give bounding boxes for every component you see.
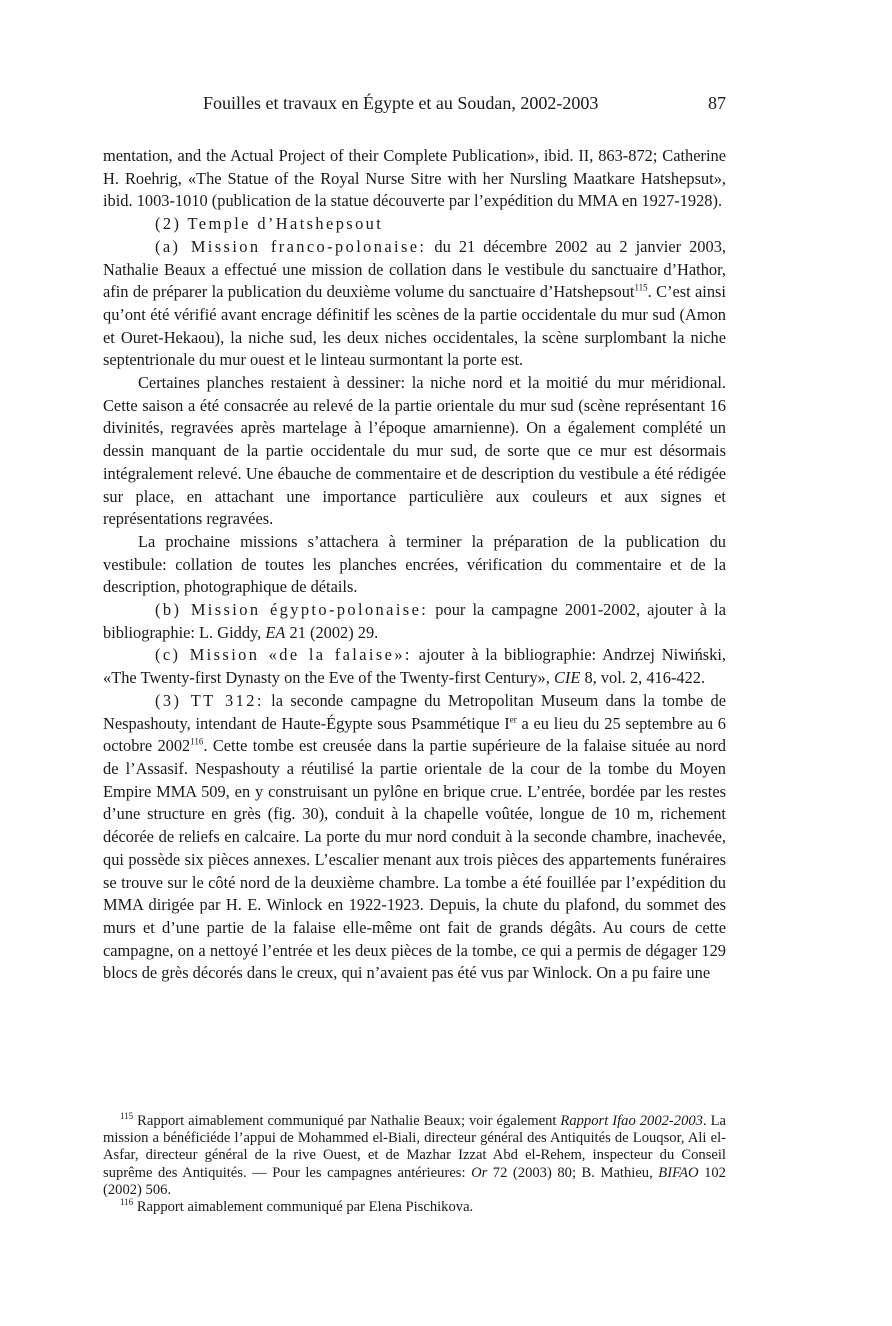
paragraph-planches: Certaines planches restaient à dessiner: la niche nord et la moitié du mur méridional. Cette saison a été consacrée au relevé de la partie orientale du mur sud (scène représentant 16 divinités, regravées après martelage à l’époque amarnienne). On a également complété un dessin manquant de la partie occidentale du mur sud, de sorte que ce mur est désormais intégralement relevé. Une ébauche de commentaire et de description du vestibule a été rédigée sur place, en attachant une importance particulière aux couleurs et aux signes et représentations regravées. bbox=[103, 373, 726, 529]
section-heading-text: (2) Temple d’Hatshepsout bbox=[155, 214, 384, 234]
footnote-text: Rapport aimablement communiqué par Elena Pischikova. bbox=[133, 1199, 474, 1216]
footnote-ref-115: 115 bbox=[634, 282, 648, 293]
subsection-label: (a) Mission franco-polonaise: bbox=[155, 236, 427, 256]
footnote-text: . La mission a bénéficiéde l’appui de Mohammed el-Biali, directeur général des Antiquités de Louqsor, Ali el-Asfar, directeur général de la rive Ouest, et de Mazhar Izzat Abd el-Rehem, inspecteur du Conseil suprême des Antiquités. — Pour les campagnes antérieures: bbox=[103, 1113, 726, 1181]
paragraph-text: 21 (2002) 29. bbox=[285, 622, 379, 642]
section-label: (3) TT 312: bbox=[155, 690, 264, 710]
footnote-ref-116: 116 bbox=[190, 736, 204, 747]
footnote-text: Rapport aimablement communiqué par Nathalie Beaux; voir également bbox=[133, 1113, 561, 1129]
paragraph-text: la seconde campagne du Metropolitan Museum dans la tombe de Nespashouty, intendant de Haute-Égypte sous Psammétique I bbox=[103, 690, 727, 733]
footnote-number: 116 bbox=[120, 1197, 134, 1208]
paragraph-text: pour la campagne 2001-2002, ajouter à la bibliographie: L. Giddy, bbox=[103, 600, 726, 642]
journal-abbrev: EA bbox=[265, 622, 286, 642]
paragraph-text: 8, vol. 2, 416-422. bbox=[580, 668, 706, 688]
footnotes bbox=[103, 1113, 726, 1216]
footnote-text: 102 (2002) 506. bbox=[103, 1164, 726, 1198]
paragraph-tt312 bbox=[103, 690, 726, 985]
ordinal-superscript: er bbox=[509, 714, 517, 725]
paragraph-text: . C’est ainsi qu’ont été vérifié avant encrage définitif les scènes de la partie occidentale du mur sud (Amon et Ouret-Hekaou), la niche sud, les deux niches occidentales, la scène surplombant la niche septentrionale du mur ouest et le linteau surmontant la porte est. bbox=[103, 282, 726, 370]
footnote-citation: Rapport Ifao 2002-2003 bbox=[560, 1113, 703, 1129]
footnote-116 bbox=[103, 1199, 726, 1216]
paragraph-text: . Cette tombe est creusée dans la partie supérieure de la falaise située au nord de l’Assasif. Nespashouty a réutilisé la partie orientale de la cour de la tombe du Moyen Empire MMA 509, en y construisant un pylône en brique crue. L’entrée, bordée par les restes d’une structure en grès (fig. 30), conduit à la chapelle voûtée, longue de 10 m, richement décorée de reliefs en calcaire. La porte du mur nord conduit à la seconde chambre, inachevée, qui possède six pièces annexes. L’escalier menant aux trois pièces des appartements funéraires se trouve sur le côté nord de la deuxième chambre. La tombe a été fouillée par l’expédition du MMA dirigée par H. E. Winlock en 1922-1923. Depuis, la chute du plafond, du sommet des murs et d’une partie de la falaise elle-même ont fait de grands dégâts. Au cours de cette campagne, on a nettoyé l’entrée et les deux pièces de la tombe, ce qui a permis de dégager 129 blocs de grès décorés dans le creux, qui n’avaient pas été vus par Winlock. On a pu faire une bbox=[103, 736, 727, 983]
footnote-number: 115 bbox=[120, 1111, 134, 1122]
footnote-115 bbox=[103, 1113, 726, 1199]
section-heading-hatshepsout bbox=[103, 213, 726, 236]
footnote-citation: Or bbox=[471, 1164, 488, 1181]
paragraph-continued: mentation, and the Actual Project of their Complete Publication», ibid. II, 863-872; Catherine H. Roehrig, «The Statue of the Royal Nurse Sitre with her Nursling Maatkare Hatshepsut», ibid. 1003-1010 (publication de la statue découverte par l’expédition du MMA en 1927-1928). bbox=[103, 146, 726, 211]
footnote-citation: BIFAO bbox=[658, 1164, 699, 1181]
paragraph-text: ajouter à la bibliographie: Andrzej Niwiński, «The Twenty-first Dynasty on the Eve of the Twenty-first Century», bbox=[103, 645, 727, 688]
main-text bbox=[103, 145, 726, 985]
paragraph-text: a eu lieu du 25 septembre au 6 octobre 2002 bbox=[103, 713, 726, 756]
running-title: Fouilles et travaux en Égypte et au Soudan, 2002-2003 bbox=[203, 93, 599, 113]
paragraph-mission-falaise bbox=[103, 644, 726, 689]
journal-abbrev: CIE bbox=[553, 668, 581, 688]
paragraph-text: du 21 décembre 2002 au 2 janvier 2003, Nathalie Beaux a effectué une mission de collation dans le vestibule du sanctuaire d’Hathor, afin de préparer la publication du deuxième volume du sanctuaire d’Hatshepsout bbox=[103, 236, 726, 302]
page-number: 87 bbox=[708, 93, 726, 113]
paragraph-mission-egypto-polonaise bbox=[103, 599, 726, 644]
subsection-label: (c) Mission «de la falaise»: bbox=[155, 645, 412, 665]
paragraph-prochaine-mission: La prochaine missions s’attachera à terminer la préparation de la publication du vestibule: collation de toutes les planches encrées, vérification du commentaire et de la description, photographique de détails. bbox=[103, 531, 726, 597]
paragraph-mission-franco-polonaise bbox=[103, 236, 726, 372]
footnote-text: 72 (2003) 80; B. Mathieu, bbox=[487, 1164, 659, 1181]
subsection-label: (b) Mission égypto-polonaise: bbox=[155, 600, 429, 620]
